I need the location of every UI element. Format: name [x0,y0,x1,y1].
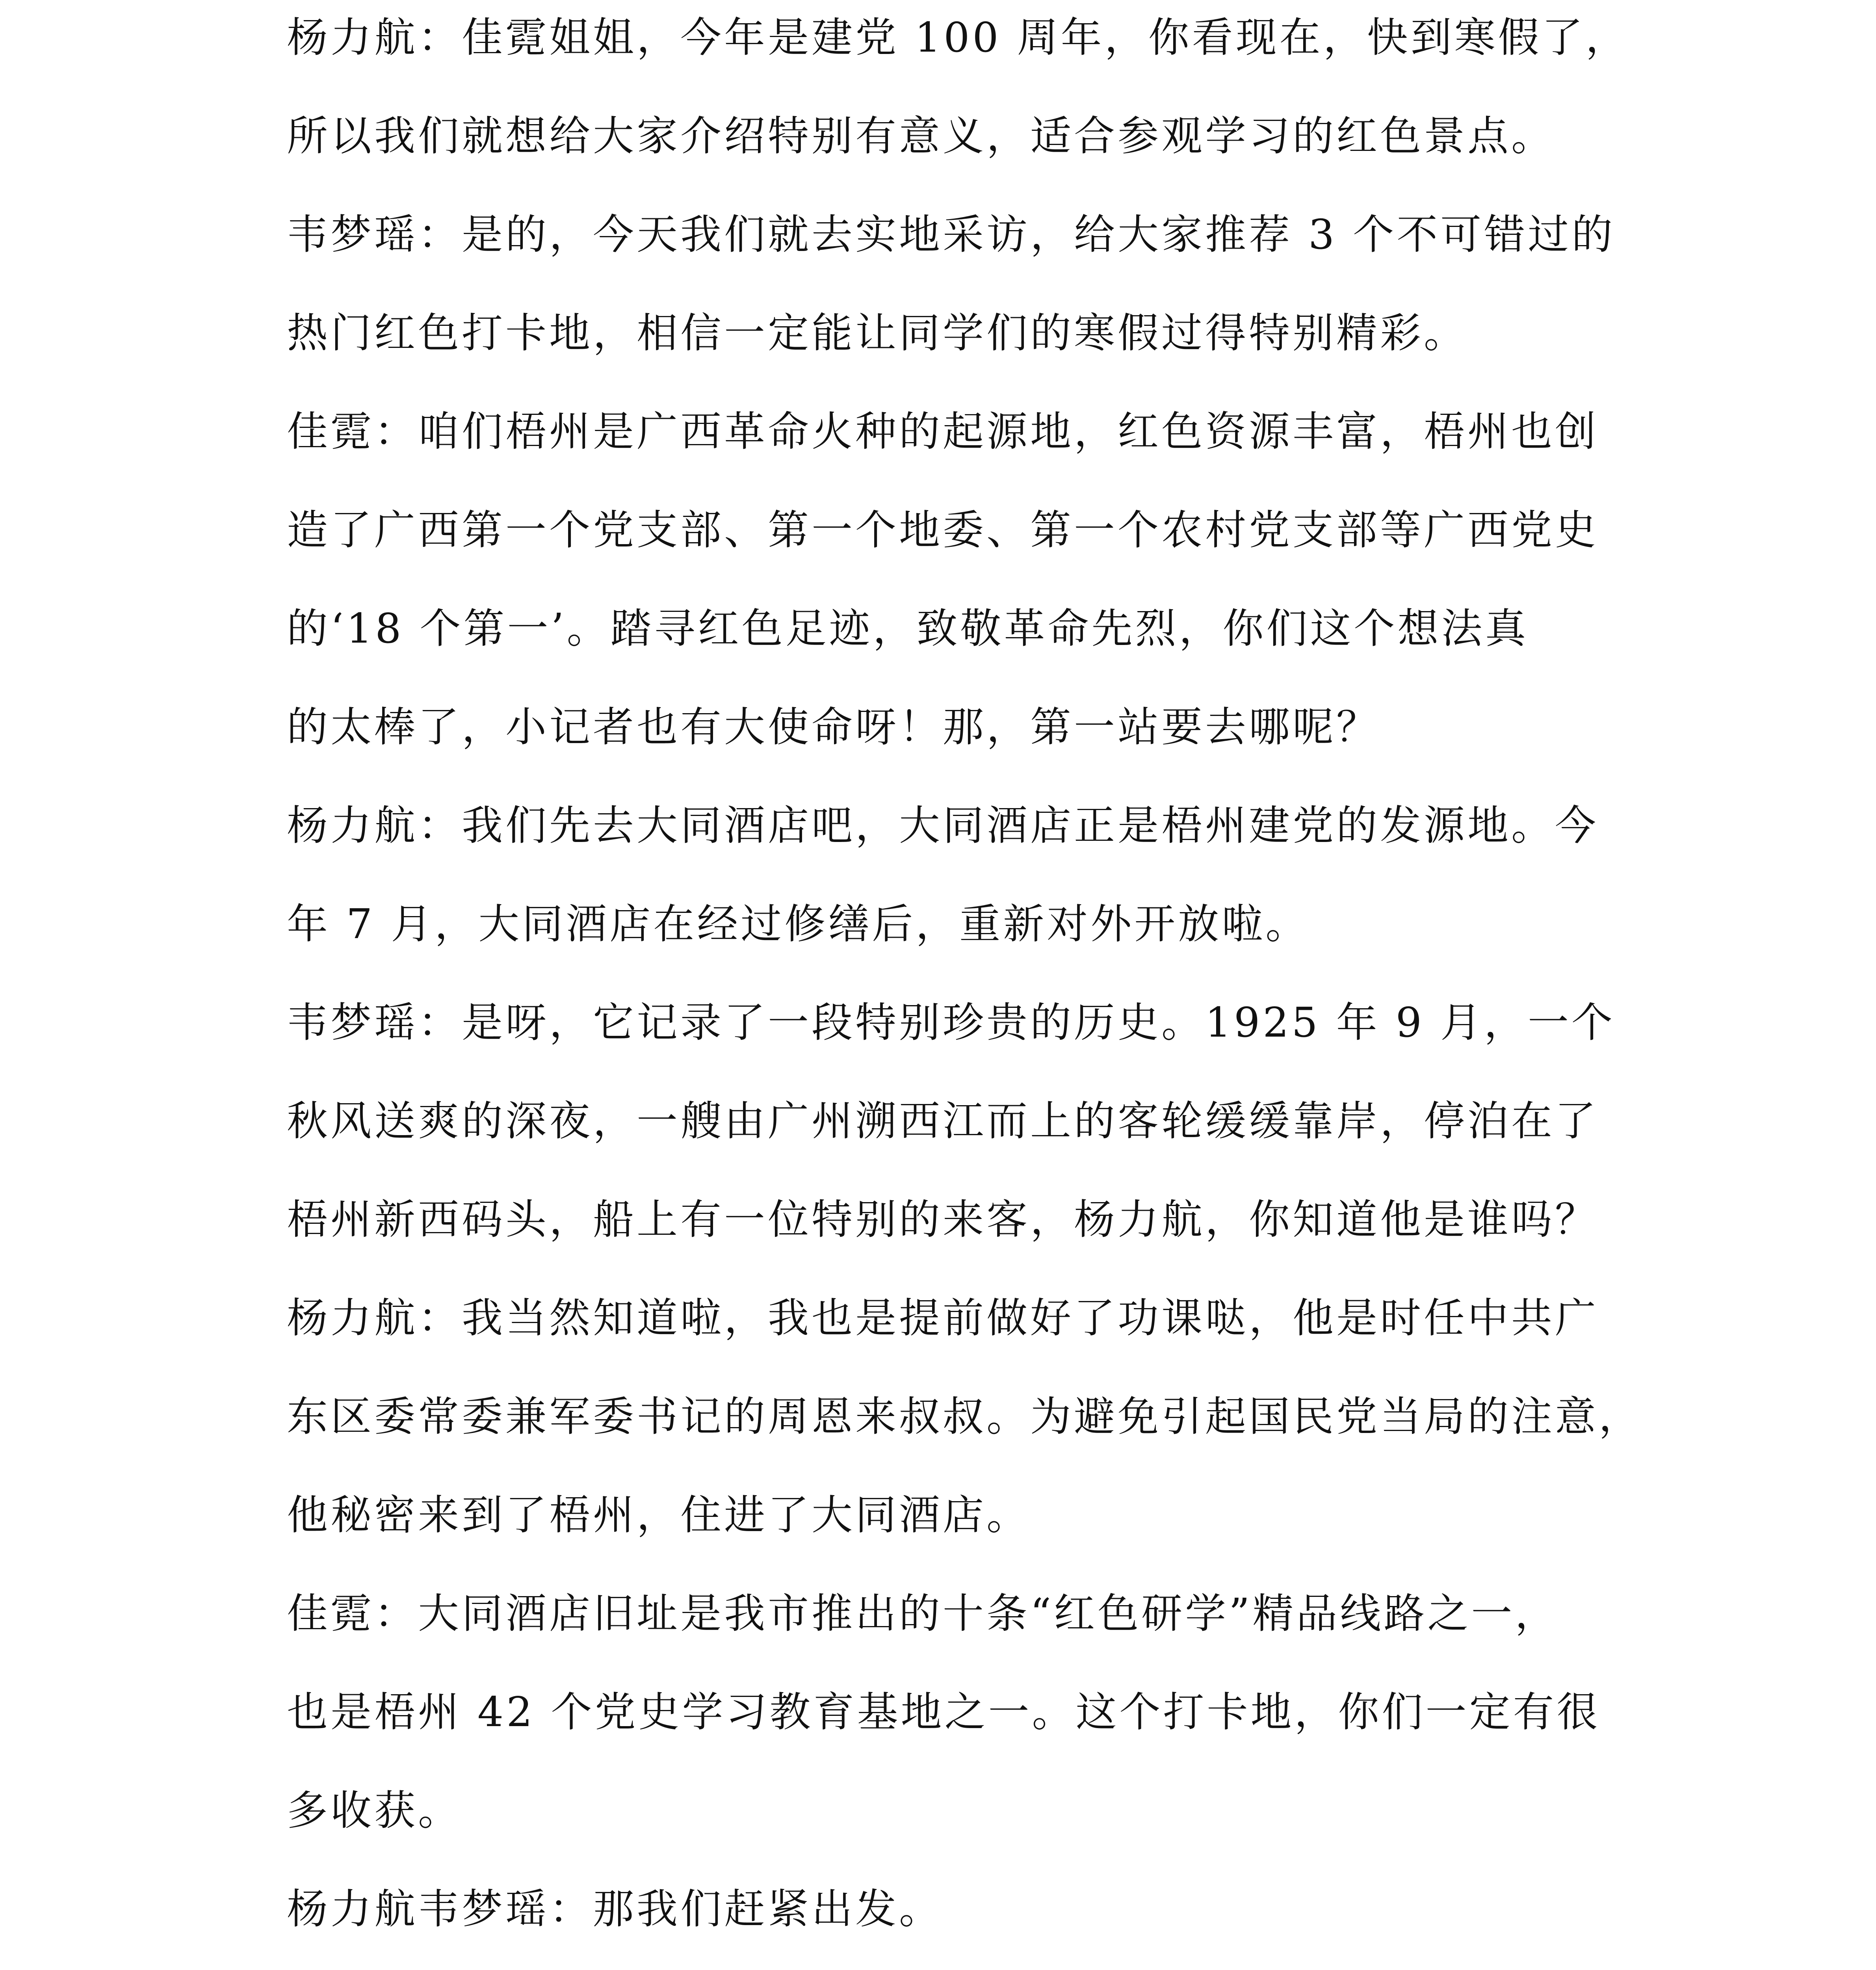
text-line: 东区委常委兼军委书记的周恩来叔叔。为避免引起国民党当局的注意， [287,1392,1643,1440]
text-line: 所以我们就想给大家介绍特别有意义，适合参观学习的红色景点。 [287,112,1555,160]
text-line: 梧州新西码头，船上有一位特别的来客，杨力航，你知道他是谁吗？ [287,1195,1599,1243]
text-line: 的太棒了，小记者也有大使命呀！那，第一站要去哪呢？ [287,703,1380,751]
text-line: 热门红色打卡地，相信一定能让同学们的寒假过得特别精彩。 [287,309,1468,357]
text-line: 他秘密来到了梧州，住进了大同酒店。 [287,1491,1031,1539]
text-line: 的‘18 个第一’。踏寻红色足迹，致敬革命先烈，你们这个想法真 [287,604,1529,652]
text-line: 韦梦瑶：是呀，它记录了一段特别珍贵的历史。1925 年 9 月，一个 [287,998,1616,1046]
text-line: 年 7 月，大同酒店在经过修缮后，重新对外开放啦。 [287,900,1309,948]
text-line: 多收获。 [287,1786,462,1834]
text-line: 秋风送爽的深夜，一艘由广州溯西江而上的客轮缓缓靠岸，停泊在了 [287,1097,1599,1145]
text-line: 杨力航：佳霓姐姐，今年是建党 100 周年，你看现在，快到寒假了， [287,13,1629,61]
text-line: 杨力航韦梦瑶：那我们赶紧出发。 [287,1885,943,1933]
text-line: 造了广西第一个党支部、第一个地委、第一个农村党支部等广西党史 [287,506,1599,554]
text-line: 杨力航：我当然知道啦，我也是提前做好了功课哒，他是时任中共广 [287,1294,1599,1342]
text-line: 佳霓：大同酒店旧址是我市推出的十条“红色研学”精品线路之一， [287,1589,1559,1637]
text-line: 佳霓：咱们梧州是广西革命火种的起源地，红色资源丰富，梧州也创 [287,407,1599,455]
text-line: 杨力航：我们先去大同酒店吧，大同酒店正是梧州建党的发源地。今 [287,801,1599,849]
text-line: 韦梦瑶：是的，今天我们就去实地采访，给大家推荐 3 个不可错过的 [287,210,1616,258]
text-line: 也是梧州 42 个党史学习教育基地之一。这个打卡地，你们一定有很 [287,1688,1601,1736]
dialogue-text [287,0,1643,1970]
